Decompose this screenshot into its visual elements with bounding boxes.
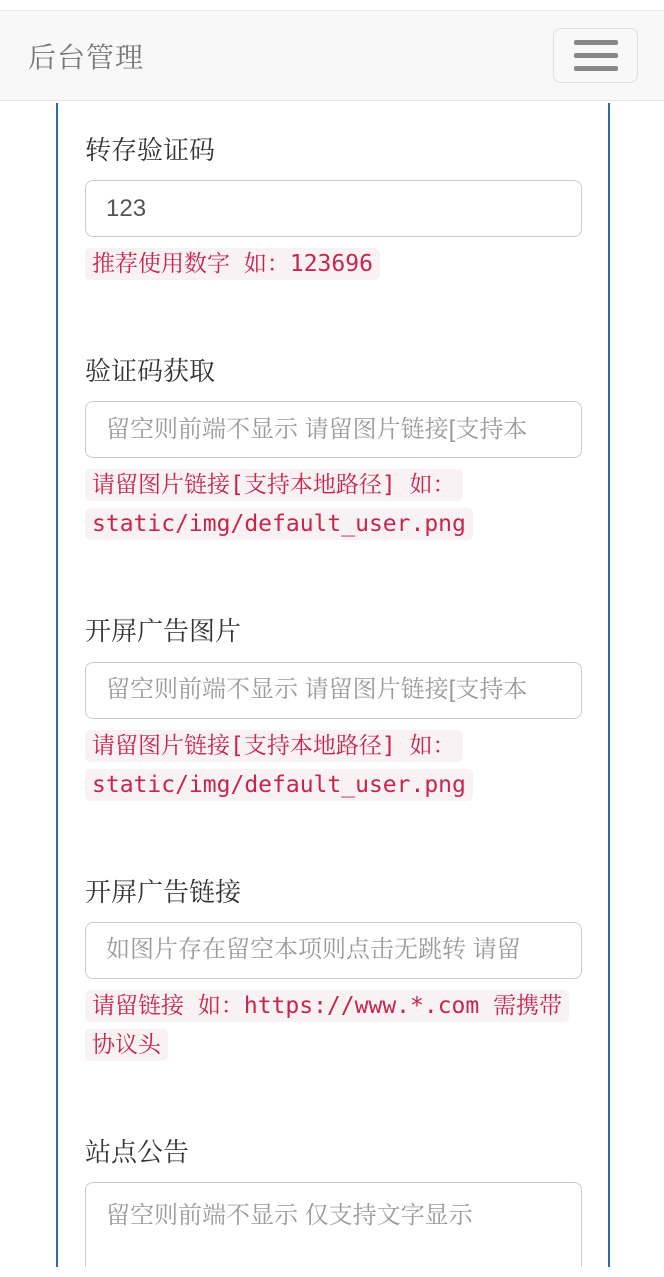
splash-ad-link-input[interactable] (85, 922, 582, 979)
admin-settings-page (0, 10, 664, 1277)
hint-code: 请留图片链接[支持本地路径] 如：static/img/default_user.png (85, 730, 473, 801)
menu-toggle-button[interactable] (553, 28, 638, 83)
field-label: 开屏广告链接 (85, 876, 242, 907)
field-hint (85, 988, 582, 1066)
field-captcha-source (85, 356, 582, 545)
site-notice-textarea[interactable] (85, 1182, 582, 1267)
settings-panel (56, 103, 610, 1267)
field-label: 验证码获取 (85, 356, 216, 387)
hint-code: 推荐使用数字 如：123696 (85, 248, 380, 280)
field-hint (85, 467, 582, 545)
field-splash-ad-link (85, 877, 582, 1066)
field-hint (85, 246, 582, 285)
field-splash-ad-image (85, 616, 582, 805)
field-transfer-captcha (85, 135, 582, 285)
splash-ad-image-input[interactable] (85, 662, 582, 719)
field-label: 转存验证码 (85, 135, 216, 165)
field-label: 站点公告 (85, 1136, 190, 1167)
hint-code: 请留图片链接[支持本地路径] 如：static/img/default_user.png (85, 469, 473, 540)
hint-code: 请留链接 如：https://www.*.com 需携带协议头 (85, 990, 569, 1061)
page-title: 后台管理 (28, 41, 145, 73)
field-hint (85, 728, 582, 806)
navbar (0, 10, 664, 101)
transfer-captcha-input[interactable] (85, 180, 582, 237)
captcha-source-input[interactable] (85, 401, 582, 458)
field-label: 开屏广告图片 (85, 616, 242, 647)
site-settings-form (85, 135, 582, 1267)
field-site-notice (85, 1137, 582, 1267)
